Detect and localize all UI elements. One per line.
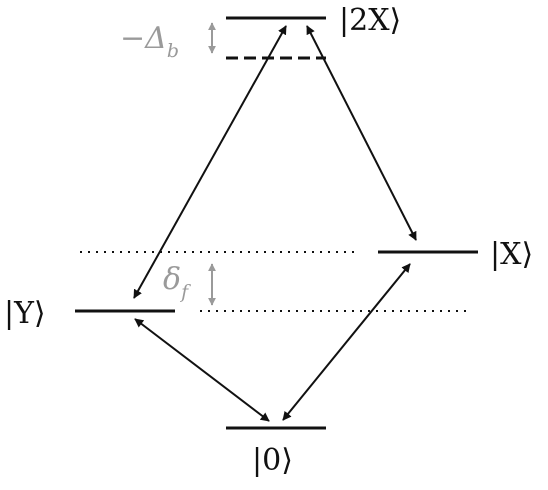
transition-arrow-2x-to-x xyxy=(307,26,416,240)
binding-energy-label xyxy=(120,21,179,62)
biexciton-label: |2X⟩ xyxy=(339,3,402,38)
fine-structure-subscript: f xyxy=(181,281,189,303)
fine-structure-label xyxy=(163,262,191,303)
exciton-y-label: |Y⟩ xyxy=(4,296,46,331)
exciton-x-label: |X⟩ xyxy=(490,237,534,272)
fine-structure-symbol: δ xyxy=(163,262,182,297)
transition-arrow-0-to-x xyxy=(283,264,410,420)
binding-energy-subscript: b xyxy=(166,40,179,62)
transition-arrow-y-to-0 xyxy=(135,319,269,421)
ground-label: |0⟩ xyxy=(252,443,293,478)
transition-arrow-y-to-2x xyxy=(134,26,286,298)
binding-energy-symbol: −Δ xyxy=(120,21,167,56)
